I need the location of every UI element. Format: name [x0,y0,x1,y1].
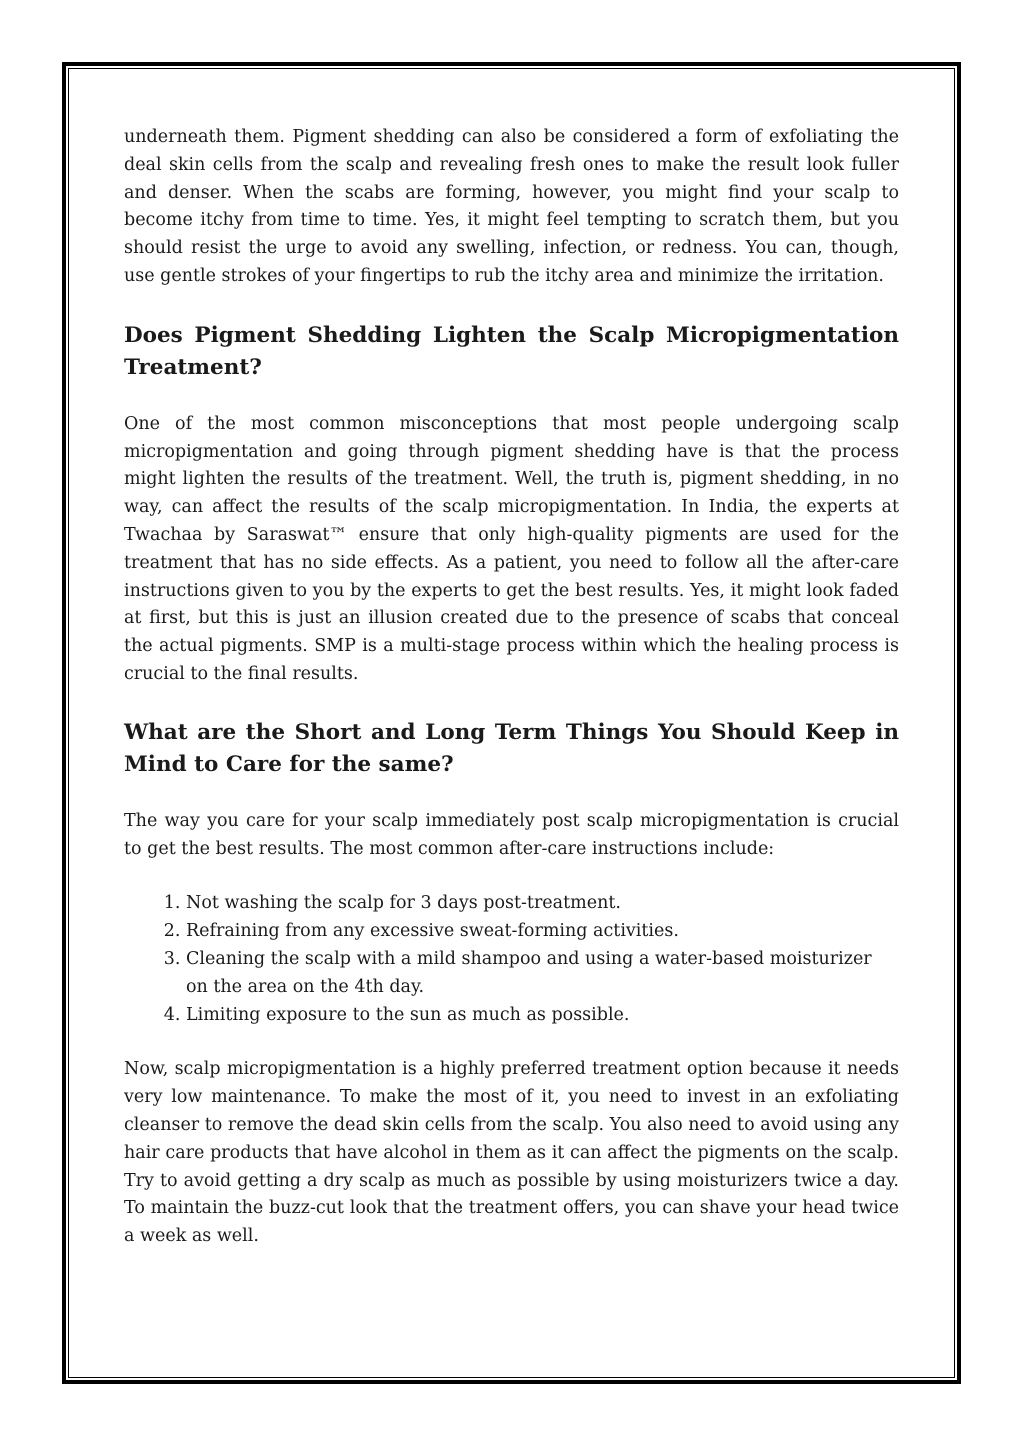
paragraph-aftercare-intro: The way you care for your scalp immediately post scalp micropigmentation is crucial to get the best results. The most common after-care instructions include: [124,810,899,859]
list-item: 2. Refraining from any excessive sweat-forming activities. [186,918,899,946]
aftercare-list [124,890,899,1029]
paragraph-maintenance: Now, scalp micropigmentation is a highly preferred treatment option because it needs very low maintenance. To make the most of it, you need to invest in an exfoliating cleanser to remove the dead skin cells from the scalp. You also need to avoid using any hair care products that have alcohol in them as it can affect the pigments on the scalp. Try to avoid getting a dry scalp as much as possible by using moisturizers twice a day. To maintain the buzz-cut look that the treatment offers, you can shave your head twice a week as well. [124,1059,899,1247]
list-item: 3. Cleaning the scalp with a mild shampoo and using a water-based moisturizer on the area on the 4th day. [186,946,899,1002]
document-body [124,124,899,1251]
paragraph-misconceptions: One of the most common misconceptions that most people undergoing scalp micropigmentation and going through pigment shedding have is that the process might lighten the results of the treatment. Well, the truth is, pigment shedding, in no way, can affect the results of the scalp micropigmentation. In India, the experts at Twachaa by Saraswat™ ensure that only high-quality pigments are used for the treatment that has no side effects. As a patient, you need to follow all the after-care instructions given to you by the experts to get the best results. Yes, it might look faded at first, but this is just an illusion created due to the presence of scabs that conceal the actual pigments. SMP is a multi-stage process within which the healing process is crucial to the final results. [124,413,899,684]
list-item: 1. Not washing the scalp for 3 days post-treatment. [186,890,899,918]
list-item: 4. Limiting exposure to the sun as much as possible. [186,1002,899,1030]
heading-pigment-shedding: Does Pigment Shedding Lighten the Scalp Micropigmentation Treatment? [124,322,899,381]
heading-care-things: What are the Short and Long Term Things You Should Keep in Mind to Care for the same? [124,719,899,778]
intro-paragraph: underneath them. Pigment shedding can also be considered a form of exfoliating the deal skin cells from the scalp and revealing fresh ones to make the result look fuller and denser. When the scabs are forming, however, you might find your scalp to become itchy from time to time. Yes, it might feel tempting to scratch them, but you should resist the urge to avoid any swelling, infection, or redness. You can, though, use gentle strokes of your fingertips to rub the itchy area and minimize the irritation. [124,127,899,286]
